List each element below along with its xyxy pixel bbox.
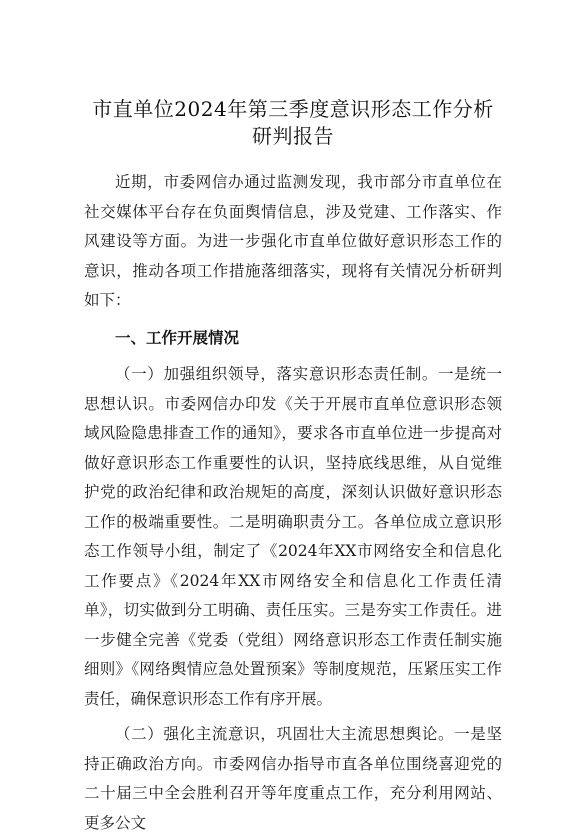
intro-paragraph: 近期，市委网信办通过监测发现，我市部分市直单位在社交媒体平台存在负面舆情信息，涉及党建、工作落实、作风建设等方面。为进一步强化市直单位做好意识形态工作的意识，推动各项工作措施落细落实，现将有关情况分析研判如下： [84, 173, 502, 309]
section-heading-work-status: 一、工作开展情况 [115, 327, 240, 347]
paragraph-mainstream-awareness: （二）强化主流意识，巩固壮大主流思想舆论。一是坚持正确政治方向。市委网信办指导市直各单位围绕喜迎党的二十届三中全会胜利召开等年度重点工作，充分利用网站、更多公文 [84, 725, 502, 832]
paragraph-organization-leadership: （一）加强组织领导，落实意识形态责任制。一是统一思想认识。市委网信办印发《关于开展市直单位意识形态领域风险隐患排查工作的通知》，要求各市直单位进一步提高对做好意识形态工作重要性的认识，坚持底线思维，从自觉维护党的政治纪律和政治规矩的高度，深刻认识做好意识形态工作的极端重要性。二是明确职责分工。各单位成立意识形态工作领导小组，制定了《2024年XX市网络安全和信息化工作要点》《2024年XX市网络安全和信息化工作责任清单》，切实做到分工明确、责任压实。三是夯实工作责任。进一步健全完善《党委（党组）网络意识形态工作责任制实施细则》《网络舆情应急处置预案》等制度规范，压紧压实工作责任，确保意识形态工作有序开展。 [84, 365, 502, 708]
document-title: 市直单位2024年第三季度意识形态工作分析研判报告 [92, 97, 494, 148]
